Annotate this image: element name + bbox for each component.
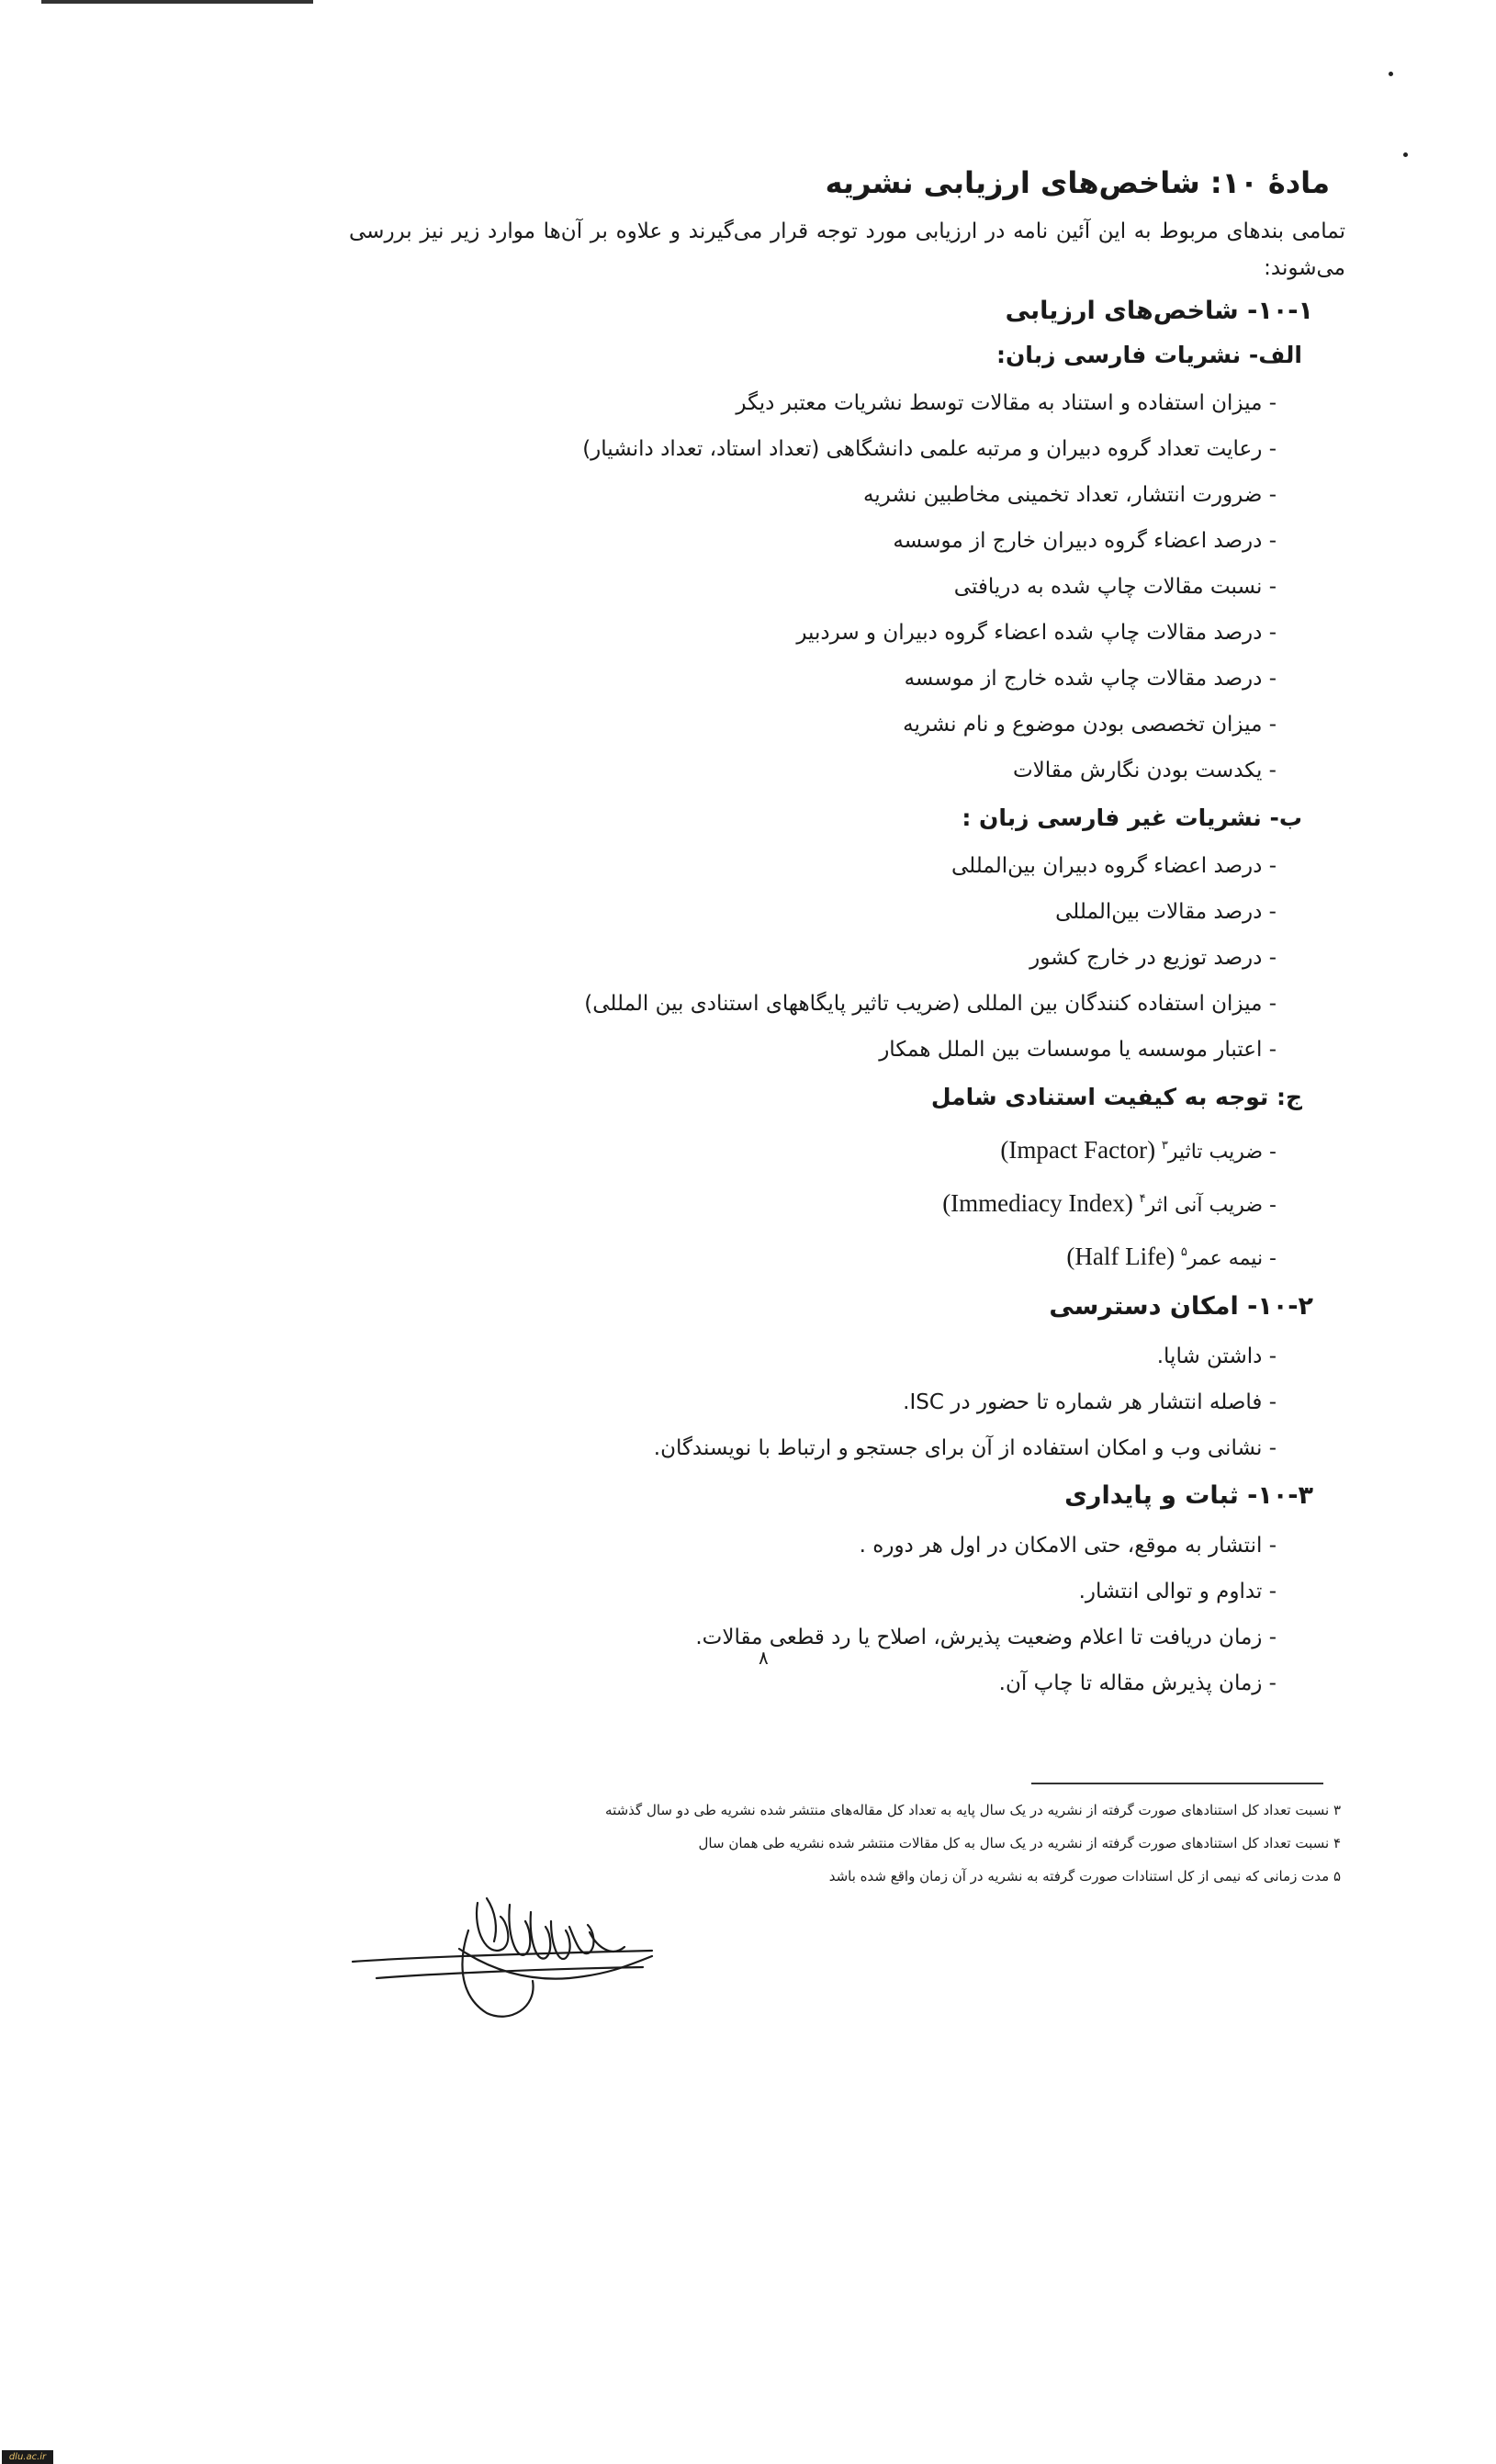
list-item: - درصد مقالات چاپ شده اعضاء گروه دبیران و سردبیر: [796, 621, 1277, 645]
list-item: - ضرورت انتشار، تعداد تخمینی مخاطبین نشریه: [862, 483, 1277, 507]
document-body: [349, 165, 1345, 1706]
subsection-jim-heading: ج: توجه به کیفیت استنادی شامل: [930, 1084, 1302, 1110]
alef-list: [349, 380, 1313, 793]
list-item: - درصد مقالات چاپ شده خارج از موسسه: [904, 667, 1277, 691]
list-item: - زمان دریافت تا اعلام وضعیت پذیرش، اصلاح یا رد قطعی مقالات.: [695, 1626, 1277, 1649]
list-item: - درصد توزیع در خارج کشور: [1029, 946, 1277, 970]
list-item: - میزان استفاده و استناد به مقالات توسط نشریات معتبر دیگر: [736, 391, 1277, 415]
list-item: [349, 1229, 1313, 1282]
section-1-heading: ۱۰-۱- شاخص‌های ارزیابی: [1005, 297, 1313, 325]
section-2-heading: ۱۰-۲- امکان دسترسی: [1049, 1292, 1313, 1321]
list-item: [349, 1122, 1313, 1176]
section-3-list: [349, 1523, 1313, 1706]
list-item: - انتشار به موقع، حتی الامکان در اول هر دوره .: [859, 1534, 1277, 1558]
list-item: [349, 1176, 1313, 1229]
jim-list: [349, 1122, 1313, 1282]
handwritten-signature: [349, 1894, 790, 2031]
footnote-ref: ۵: [1180, 1244, 1187, 1258]
list-item: - اعتبار موسسه یا موسسات بین الملل همکار: [879, 1038, 1277, 1062]
footnote-ref: ۴: [1139, 1191, 1146, 1205]
footnote-rule: [1031, 1783, 1323, 1784]
list-item: - تداوم و توالی انتشار.: [1078, 1580, 1277, 1603]
footnotes: [432, 1794, 1341, 1893]
scan-speck: [1389, 72, 1393, 76]
section-2-list: [349, 1333, 1313, 1471]
list-item: - نشانی وب و امکان استفاده از آن برای جستجو و ارتباط با نویسندگان.: [653, 1436, 1277, 1460]
jim-item-label: - ضریب آنی اثر: [1145, 1194, 1277, 1217]
list-item: - یکدست بودن نگارش مقالات: [1012, 759, 1277, 782]
intro-paragraph: تمامی بندهای مربوط به این آئین نامه در ارزیابی مورد توجه قرار می‌گیرند و علاوه بر آن‌ها موارد زیر نیز بررسی می‌شوند:: [349, 219, 1345, 280]
list-item: - میزان تخصصی بودن موضوع و نام نشریه: [903, 713, 1277, 737]
document-title: مادهٔ ۱۰: شاخص‌های ارزیابی نشریه: [825, 165, 1330, 200]
subsection-alef-heading: الف- نشریات فارسی زبان:: [995, 342, 1302, 368]
list-item: - میزان استفاده کنندگان بین المللی (ضریب تاثیر پایگاههای استنادی بین المللی): [584, 992, 1277, 1016]
page-number: ۸: [759, 1648, 769, 1669]
be-list: [349, 843, 1313, 1073]
jim-item-english: (Half Life): [1066, 1243, 1175, 1270]
scan-speck: [1403, 152, 1408, 157]
list-item: - درصد اعضاء گروه دبیران بین‌المللی: [951, 854, 1277, 878]
list-item: - فاصله انتشار هر شماره تا حضور در ISC.: [903, 1390, 1277, 1414]
footnote: ۵ مدت زمانی که نیمی از کل استنادات صورت گرفته به نشریه در آن زمان واقع شده باشد: [828, 1868, 1341, 1885]
section-3-heading: ۱۰-۳- ثبات و پایداری: [1064, 1481, 1313, 1510]
footnote: ۴ نسبت تعداد کل استنادهای صورت گرفته از نشریه در یک سال به کل مقالات منتشر شده نشریه طی همان سال: [698, 1835, 1341, 1851]
list-item: - درصد اعضاء گروه دبیران خارج از موسسه: [893, 529, 1277, 553]
list-item: - نسبت مقالات چاپ شده به دریافتی: [953, 575, 1277, 599]
list-item: - داشتن شاپا.: [1156, 1345, 1277, 1368]
list-item: - درصد مقالات بین‌المللی: [1055, 900, 1277, 924]
jim-item-english: (Immediacy Index): [942, 1189, 1133, 1217]
subsection-be-heading: ب- نشریات غیر فارسی زبان :: [962, 804, 1302, 831]
footnote-ref: ۳: [1161, 1138, 1168, 1152]
site-badge: dlu.ac.ir: [2, 2450, 53, 2464]
list-item: - رعایت تعداد گروه دبیران و مرتبه علمی دانشگاهی (تعداد استاد، تعداد دانشیار): [582, 437, 1277, 461]
jim-item-label: - ضریب تاثیر: [1167, 1141, 1277, 1164]
jim-item-english: (Impact Factor): [1000, 1136, 1156, 1164]
top-rule: [41, 0, 313, 4]
list-item: - زمان پذیرش مقاله تا چاپ آن.: [998, 1671, 1277, 1695]
footnote: ۳ نسبت تعداد کل استنادهای صورت گرفته از نشریه در یک سال پایه به تعداد کل مقاله‌های منتشر شده نشریه طی دو سال گذشته: [605, 1802, 1341, 1818]
jim-item-label: - نیمه عمر: [1187, 1247, 1277, 1270]
